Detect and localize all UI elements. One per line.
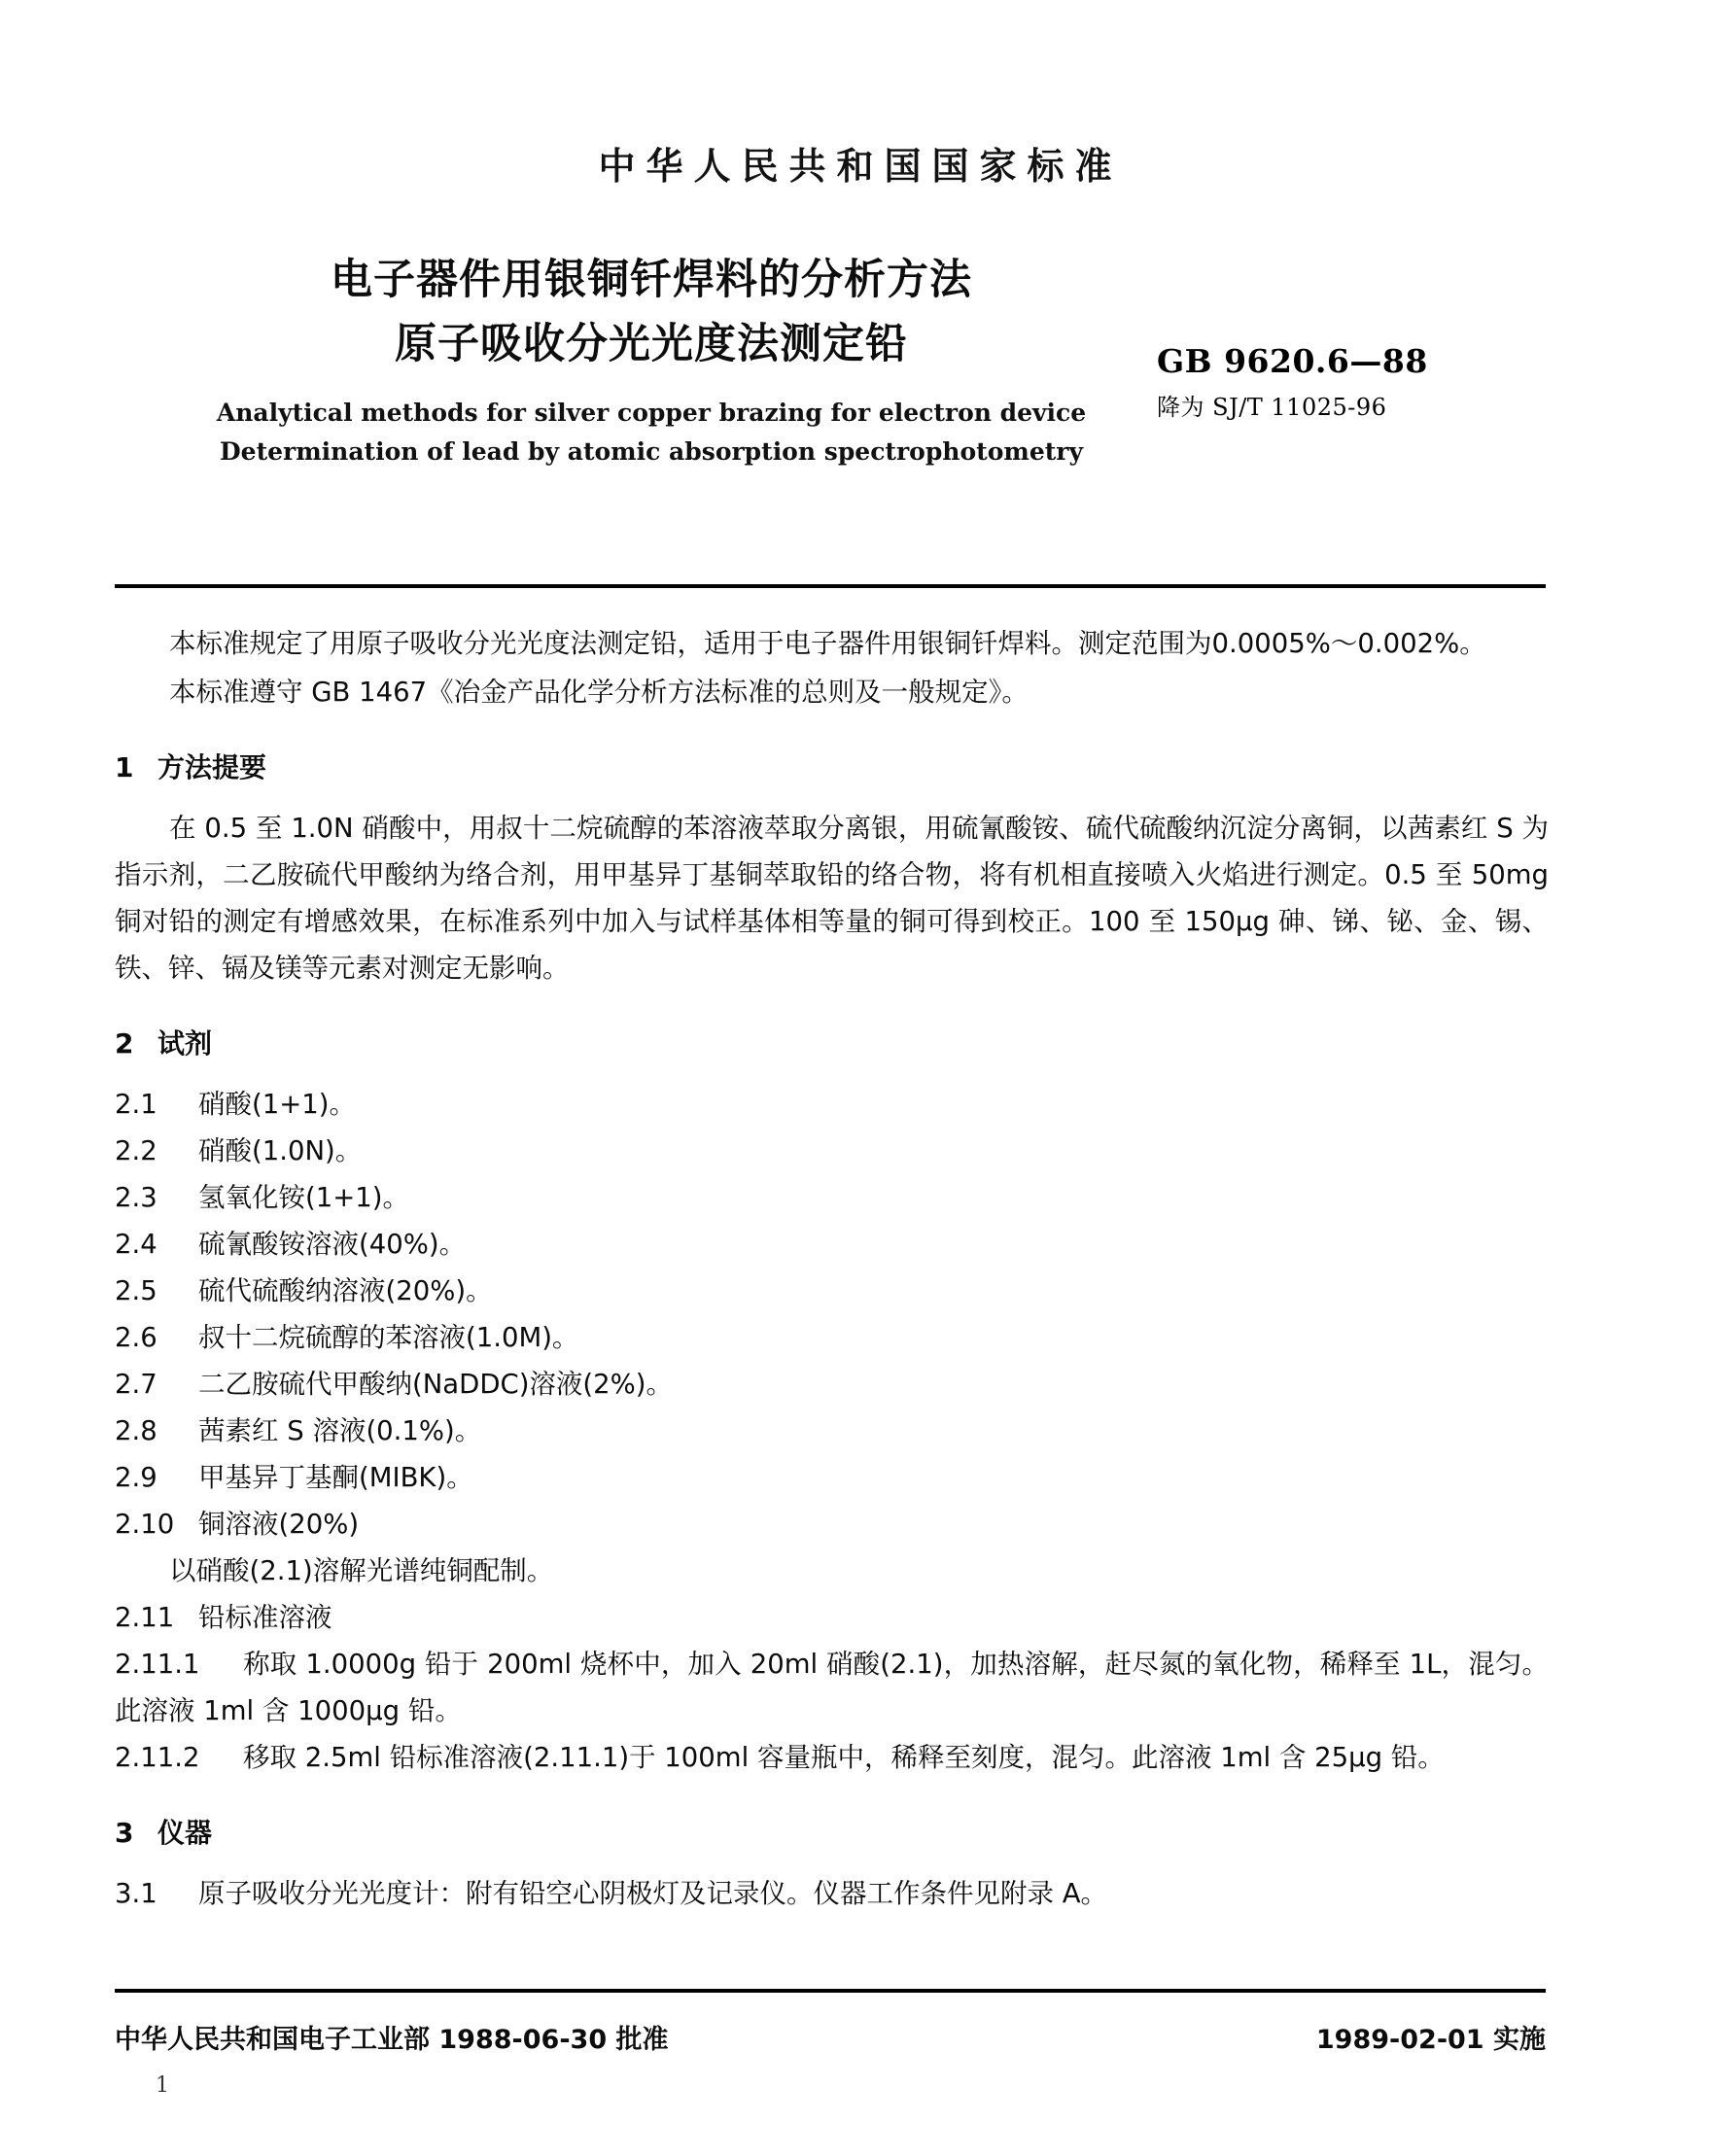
masthead <box>0 136 1710 190</box>
reagent-text: 称取 1.0000g 铅于 200ml 烧杯中，加入 20ml 硝酸(2.1)，加热溶解，赶尽氮的氧化物，稀释至 1L，混匀。此溶液 1ml 含 1000μg 铅。 <box>115 1649 1549 1726</box>
reagent-number: 2.1 <box>115 1089 157 1120</box>
reagent-number: 2.9 <box>115 1462 157 1493</box>
reagent-item <box>115 1408 1549 1454</box>
reagent-number: 2.11.2 <box>115 1742 200 1773</box>
reagent-number: 2.11 <box>115 1602 175 1633</box>
section-title-1: 方法提要 <box>157 751 267 783</box>
scope-paragraph-2: 本标准遵守 GB 1467《冶金产品化学分析方法标准的总则及一般规定》。 <box>169 677 1029 708</box>
reagent-item <box>115 1361 1549 1408</box>
standard-replaced-note: 降为 SJ/T 11025-96 <box>1157 394 1387 421</box>
scope-paragraph-1: 本标准规定了用原子吸收分光光度法测定铅，适用于电子器件用银铜钎焊料。测定范围为0.0005%～0.002%。 <box>169 628 1486 659</box>
page-number: 1 <box>156 2073 169 2098</box>
reagent-number: 2.7 <box>115 1369 157 1400</box>
reagent-item <box>115 1221 1549 1268</box>
reagent-item <box>115 1454 1549 1501</box>
reagent-number: 2.2 <box>115 1135 157 1166</box>
reagent-item <box>115 1314 1549 1361</box>
reagent-211-heading <box>115 1594 1549 1641</box>
document-title-en-line2: Determination of lead by atomic absorption spectrophotometry <box>220 437 1083 466</box>
section-title-3: 仪器 <box>157 1817 213 1849</box>
section-1-body: 在 0.5 至 1.0N 硝酸中，用叔十二烷硫醇的苯溶液萃取分离银，用硫氰酸铵、硫代硫酸纳沉淀分离铜，以茜素红 S 为指示剂，二乙胺硫代甲酸纳为络合剂，用甲基异丁基铜萃取铅的络合物，将有机相直接喷入火焰进行测定。0.5 至 50mg 铜对铅的测定有增感效果，在标准系列中加入与试样基体相等量的铜可得到校正。100 至 150μg 砷、锑、铋、金、锡、铁、锌、镉及镁等元素对测定无影响。 <box>115 813 1549 984</box>
document-title-cn-line1: 电子器件用银铜钎焊料的分析方法 <box>331 256 972 304</box>
section-number-3: 3 <box>115 1817 134 1849</box>
reagent-number: 2.10 <box>115 1509 175 1540</box>
footer-divider-rule <box>115 1989 1546 1993</box>
instrument-text: 原子吸收分光光度计：附有铅空心阴极灯及记录仪。仪器工作条件见附录 A。 <box>198 1878 1108 1909</box>
section-number-2: 2 <box>115 1027 134 1060</box>
reagent-2111-item <box>115 1641 1549 1734</box>
section-heading-1 <box>115 745 1549 791</box>
title-block <box>151 248 1152 471</box>
reagent-text: 硫氰酸铵溶液(40%)。 <box>198 1229 467 1260</box>
section-heading-3 <box>115 1810 1549 1857</box>
document-body <box>115 620 1549 1917</box>
implementation-date: 1989-02-01 实施 <box>1315 2025 1546 2055</box>
instrument-number: 3.1 <box>115 1878 157 1909</box>
reagent-text: 硫代硫酸纳溶液(20%)。 <box>198 1275 493 1306</box>
section-title-2: 试剂 <box>157 1027 213 1060</box>
standard-number-block <box>1157 342 1565 422</box>
reagent-number: 2.3 <box>115 1182 157 1213</box>
reagent-text: 二乙胺硫代甲酸纳(NaDDC)溶液(2%)。 <box>198 1369 674 1400</box>
reagent-item <box>115 1081 1549 1128</box>
reagent-number: 2.5 <box>115 1275 157 1306</box>
reagent-text: 叔十二烷硫醇的苯溶液(1.0M)。 <box>198 1322 579 1353</box>
document-title-cn-line2: 原子吸收分光光度法测定铅 <box>395 320 908 368</box>
national-standard-label: 中华人民共和国国家标准 <box>598 145 1123 188</box>
section-heading-2 <box>115 1021 1549 1067</box>
header-divider-rule <box>115 584 1546 588</box>
approval-authority-and-date: 中华人民共和国电子工业部 1988-06-30 批准 <box>115 2025 669 2055</box>
reagent-number: 2.6 <box>115 1322 157 1353</box>
reagent-210-note: 以硝酸(2.1)溶解光谱纯铜配制。 <box>169 1555 554 1586</box>
reagent-text: 铜溶液(20%) <box>198 1509 360 1540</box>
reagent-text: 硝酸(1+1)。 <box>198 1089 356 1120</box>
reagent-text: 茜素红 S 溶液(0.1%)。 <box>198 1415 482 1446</box>
instrument-item <box>115 1870 1549 1917</box>
reagent-2112-item <box>115 1734 1549 1781</box>
reagent-number: 2.4 <box>115 1229 157 1260</box>
page-footer <box>115 2018 1546 2056</box>
reagent-text: 氢氧化铵(1+1)。 <box>198 1182 409 1213</box>
reagent-text: 移取 2.5ml 铅标准溶液(2.11.1)于 100ml 容量瓶中，稀释至刻度，混匀。此溶液 1ml 含 25μg 铅。 <box>243 1742 1445 1773</box>
reagent-item <box>115 1128 1549 1174</box>
reagent-item <box>115 1501 1549 1547</box>
reagent-item <box>115 1174 1549 1221</box>
reagent-text: 铅标准溶液 <box>198 1602 332 1633</box>
reagent-item <box>115 1268 1549 1314</box>
reagent-number: 2.11.1 <box>115 1649 200 1680</box>
reagent-text: 甲基异丁基酮(MIBK)。 <box>198 1462 473 1493</box>
reagent-number: 2.8 <box>115 1415 157 1446</box>
section-number-1: 1 <box>115 751 134 783</box>
reagent-text: 硝酸(1.0N)。 <box>198 1135 363 1166</box>
document-title-en-line1: Analytical methods for silver copper brazing for electron device <box>216 399 1087 427</box>
standard-number: GB 9620.6—88 <box>1157 342 1428 380</box>
